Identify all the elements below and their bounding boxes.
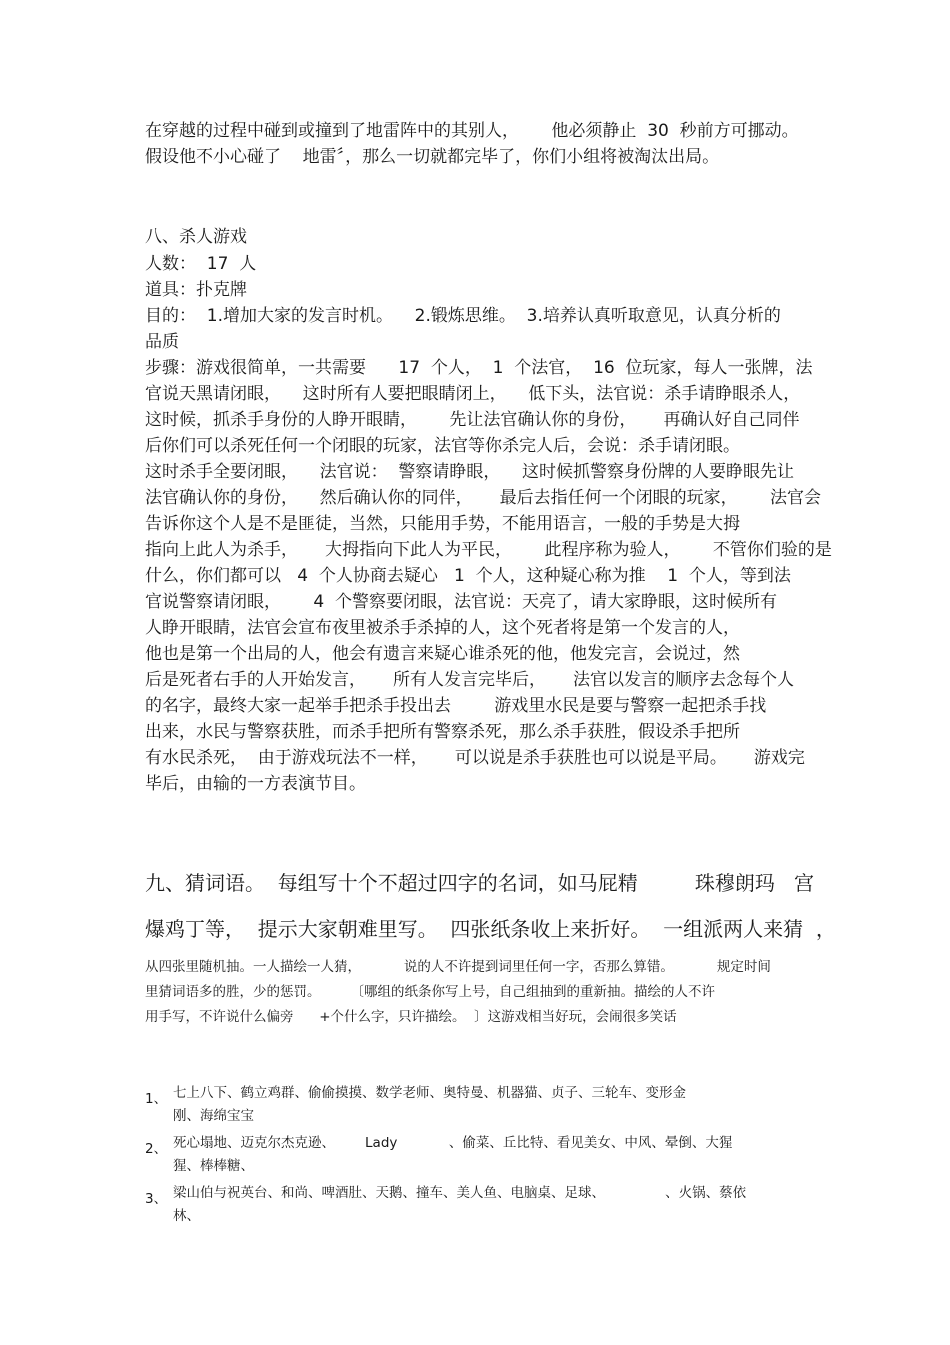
steps-line: 什么，你们都可以 4 个人协商去疑心 1 个人，这种疑心称为推 1 个人，等到法	[145, 566, 791, 586]
paragraph-line: 在穿越的过程中碰到或撞到了地雷阵中的其别人， 他必须静止 30 秒前方可挪动。	[145, 121, 799, 141]
section-title-line: 爆鸡丁等， 提示大家朝难里写。 四张纸条收上来折好。 一组派两人来猜 ，	[145, 917, 836, 941]
list-item-line: 死心塌地、迈克尔杰克逊、 Lady 、偷菜、丘比特、看见美女、中风、晕倒、大猩	[173, 1135, 733, 1151]
steps-line: 毕后，由输的一方表演节目。	[145, 774, 366, 794]
list-number: 3、	[145, 1191, 168, 1207]
steps-line: 步骤：游戏很简单，一共需要 17 个人， 1 个法官， 16 位玩家，每人一张牌，法	[145, 358, 813, 378]
list-item-line: 刚、海绵宝宝	[173, 1108, 254, 1124]
steps-line: 后你们可以杀死任何一个闭眼的玩家，法官等你杀完人后，会说：杀手请闭眼。	[145, 436, 740, 456]
purpose-line: 品质	[145, 332, 179, 352]
rules-line: 用手写，不许说什么偏旁 +个什么字，只许描绘。 〕这游戏相当好玩，会闹很多笑话	[145, 1009, 677, 1025]
steps-line: 人睁开眼睛，法官会宣布夜里被杀手杀掉的人，这个死者将是第一个发言的人，	[145, 618, 740, 638]
list-item-line: 梁山伯与祝英台、和尚、啤酒肚、天鹅、撞车、美人鱼、电脑桌、足球、 、火锅、蔡依	[173, 1185, 747, 1201]
steps-line: 的名字，最终大家一起举手把杀手投出去 游戏里水民是要与警察一起把杀手找	[145, 696, 767, 716]
steps-line: 官说警察请闭眼， 4 个警察要闭眼，法官说：天亮了，请大家睁眼，这时候所有	[145, 592, 778, 612]
list-item-line: 猩、棒棒糖、	[173, 1158, 254, 1174]
steps-line: 官说天黑请闭眼， 这时所有人要把眼睛闭上， 低下头，法官说：杀手请睁眼杀人，	[145, 384, 801, 404]
rules-line: 从四张里随机抽。一人描绘一人猜， 说的人不许提到词里任何一字，否那么算错。 规定时间	[145, 959, 771, 975]
paragraph-line: 假设他不小心碰了 地雷〞，那么一切就都完毕了，你们小组将被淘汰出局。	[145, 147, 720, 167]
props-line: 道具：扑克牌	[145, 280, 247, 300]
steps-line: 这时杀手全要闭眼， 法官说： 警察请睁眼， 这时候抓警察身份牌的人要睁眼先让	[145, 462, 795, 482]
list-item-line: 七上八下、鹤立鸡群、偷偷摸摸、数学老师、奥特曼、机器猫、贞子、三轮车、变形金	[173, 1085, 686, 1101]
steps-line: 出来，水民与警察获胜，而杀手把所有警察杀死，那么杀手获胜，假设杀手把所	[145, 722, 740, 742]
section-title-line: 九、猜词语。 每组写十个不超过四字的名词，如马屁精 珠穆朗玛 宫	[145, 871, 815, 895]
steps-line: 后是死者右手的人开始发言， 所有人发言完毕后， 法官以发言的顺序去念每个人	[145, 670, 795, 690]
steps-line: 这时候，抓杀手身份的人睁开眼睛， 先让法官确认你的身份， 再确认好自己同伴	[145, 410, 800, 430]
steps-line: 他也是第一个出局的人，他会有遗言来疑心谁杀死的他，他发完言，会说过，然	[145, 644, 740, 664]
rules-line: 里猜词语多的胜，少的惩罚。 〔哪组的纸条你写上号，自己组抽到的重新抽。描绘的人不许	[145, 984, 716, 1000]
people-count: 人数： 17 人	[145, 254, 257, 274]
list-item-line: 林、	[173, 1208, 200, 1224]
purpose-line: 目的： 1.增加大家的发言时机。 2.锻炼思维。 3.培养认真听取意见，认真分析的	[145, 306, 781, 326]
list-number: 1、	[145, 1091, 168, 1107]
steps-line: 法官确认你的身份， 然后确认你的同伴， 最后去指任何一个闭眼的玩家， 法官会	[145, 488, 822, 508]
list-number: 2、	[145, 1141, 168, 1157]
steps-line: 指向上此人为杀手， 大拇指向下此人为平民， 此程序称为验人， 不管你们验的是	[145, 540, 832, 560]
section-title: 八、杀人游戏	[145, 227, 247, 247]
steps-line: 有水民杀死， 由于游戏玩法不一样， 可以说是杀手获胜也可以说是平局。 游戏完	[145, 748, 805, 768]
steps-line: 告诉你这个人是不是匪徒，当然，只能用手势，不能用语言，一般的手势是大拇	[145, 514, 740, 534]
